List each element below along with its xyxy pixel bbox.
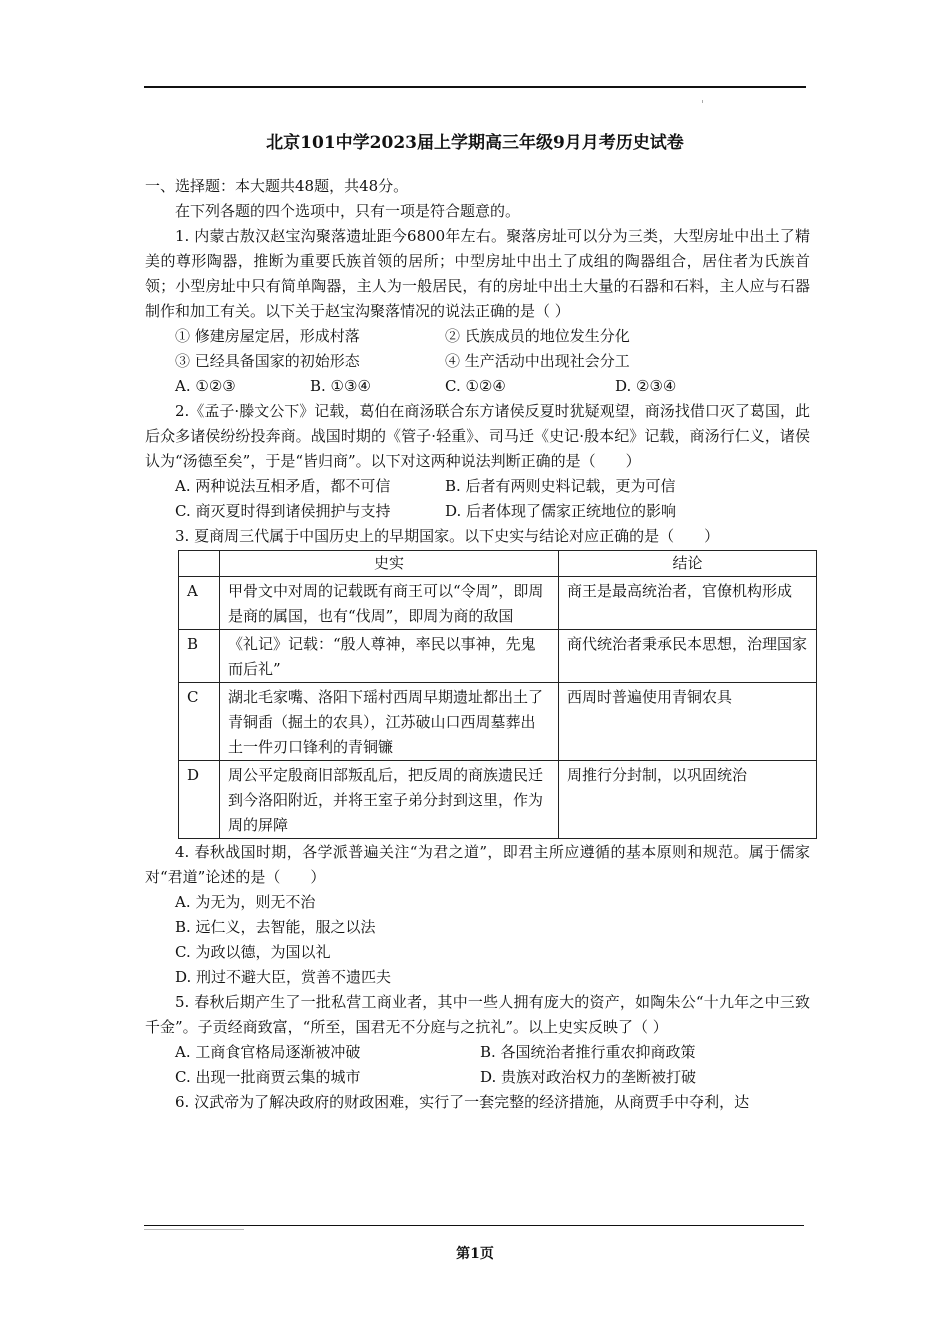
question-5-options-row-1: [145, 1040, 810, 1065]
option-a: A. 为无为，则无不治: [175, 893, 316, 911]
table-row: [179, 577, 817, 630]
option-a: A. 工商食官格局逐渐被冲破: [175, 1043, 361, 1061]
table-row: [179, 630, 817, 683]
question-2-options-row-2: [145, 499, 810, 524]
option-b: B. 远仁义，去智能，服之以法: [175, 918, 376, 936]
option-b: B. 各国统治者推行重农抑商政策: [480, 1043, 696, 1061]
question-5-options-row-2: [145, 1065, 810, 1090]
question-2-stem: 2.《孟子·滕文公下》记载，葛伯在商汤联合东方诸侯反夏时犹疑观望，商汤找借口灭了葛国，此后众多诸侯纷纷投奔商。战国时期的《管子·轻重》、司马迁《史记·殷本纪》记载，商汤行仁义，诸侯认为“汤德至矣”，于是“皆归商”。以下对这两种说法判断正确的是（ ）: [145, 402, 810, 470]
row-conclusion: 商王是最高统治者，官僚机构形成: [559, 577, 817, 630]
option-c: C. 商灭夏时得到诸侯拥护与支持: [175, 502, 391, 520]
option-d: D. 贵族对政治权力的垄断被打破: [480, 1068, 697, 1086]
table-row: [179, 683, 817, 761]
option-c: C. ①②④: [445, 377, 506, 395]
option-a: A. ①②③: [175, 377, 236, 395]
row-conclusion: 周推行分封制，以巩固统治: [559, 761, 817, 839]
question-3-table: [178, 550, 817, 839]
option-b: B. ①③④: [310, 377, 371, 395]
row-fact: 湖北毛家嘴、洛阳下瑶村西周早期遗址都出土了青铜臿（掘土的农具），江苏破山口西周墓葬出土一件刃口锋利的青铜镰: [220, 683, 559, 761]
question-5-stem: 5. 春秋后期产生了一批私营工商业者，其中一些人拥有庞大的资产，如陶朱公“十九年之中三致千金”。子贡经商致富，“所至，国君无不分庭与之抗礼”。以上史实反映了（ ）: [145, 993, 810, 1036]
option-c: C. 为政以德，为国以礼: [175, 943, 331, 961]
question-1-options: [145, 374, 810, 399]
question-1-item: ① 修建房屋定居，形成村落: [175, 327, 360, 345]
question-4-stem: 4. 春秋战国时期，各学派普遍关注“为君之道”，即君主所应遵循的基本原则和规范。属于儒家对“君道”论述的是（ ）: [145, 843, 810, 886]
question-1-item: ④ 生产活动中出现社会分工: [445, 352, 630, 370]
question-6-stem: 6. 汉武帝为了解决政府的财政困难，实行了一套完整的经济措施，从商贾手中夺利，达: [175, 1093, 750, 1111]
question-2-options-row-1: [145, 474, 810, 499]
option-d: D. 刑过不避大臣，赏善不遗匹夫: [175, 968, 392, 986]
question-3-stem: 3. 夏商周三代属于中国历史上的早期国家。以下史实与结论对应正确的是（ ）: [175, 527, 720, 545]
option-a: A. 两种说法互相矛盾，都不可信: [175, 477, 391, 495]
table-header-blank: [179, 551, 220, 577]
section-heading: 一、选择题：本大题共48题，共48分。: [145, 177, 409, 195]
table-header-conclusion: 结论: [559, 551, 817, 577]
row-conclusion: 商代统治者秉承民本思想，治理国家: [559, 630, 817, 683]
question-1-item: ② 氏族成员的地位发生分化: [445, 327, 630, 345]
option-d: D. ②③④: [615, 377, 677, 395]
bottom-rule-short: [144, 1229, 244, 1230]
option-c: C. 出现一批商贾云集的城市: [175, 1068, 361, 1086]
exam-content: [145, 174, 810, 1115]
section-instruction: 在下列各题的四个选项中，只有一项是符合题意的。: [175, 202, 521, 220]
row-label: C: [179, 683, 220, 761]
question-1-stem: 1. 内蒙古敖汉赵宝沟聚落遗址距今6800年左右。聚落房址可以分为三类，大型房址中出土了精美的尊形陶器，推断为重要氏族首领的居所；中型房址中出土了成组的陶器组合，居住者为氏族首领；小型房址中只有简单陶器，主人为一般居民，有的房址中出土大量的石器和石料，主人应与石器制作和加工有关。以下关于赵宝沟聚落情况的说法正确的是（ ）: [145, 227, 810, 320]
table-header-fact: 史实: [220, 551, 559, 577]
option-b: B. 后者有两则史料记载，更为可信: [445, 477, 676, 495]
question-1-items-row-2: [145, 349, 810, 374]
bottom-rule: [144, 1225, 804, 1226]
table-row: [179, 761, 817, 839]
header-mark: [702, 100, 703, 103]
row-fact: 《礼记》记载：“殷人尊神，率民以事神，先鬼而后礼”: [220, 630, 559, 683]
top-rule: [144, 86, 806, 88]
row-label: D: [179, 761, 220, 839]
page-number: 第1页: [456, 1246, 494, 1262]
question-1-item: ③ 已经具备国家的初始形态: [175, 352, 360, 370]
question-1-items-row-1: [145, 324, 810, 349]
row-fact: 周公平定殷商旧部叛乱后，把反周的商族遗民迁到今洛阳附近，并将王室子弟分封到这里，作为周的屏障: [220, 761, 559, 839]
row-fact: 甲骨文中对周的记载既有商王可以“令周”，即周是商的属国，也有“伐周”，即周为商的敌国: [220, 577, 559, 630]
exam-title: 北京101中学2023届上学期高三年级9月月考历史试卷: [266, 133, 684, 153]
row-label: A: [179, 577, 220, 630]
row-conclusion: 西周时普遍使用青铜农具: [559, 683, 817, 761]
row-label: B: [179, 630, 220, 683]
table-header-row: [179, 551, 817, 577]
option-d: D. 后者体现了儒家正统地位的影响: [445, 502, 677, 520]
